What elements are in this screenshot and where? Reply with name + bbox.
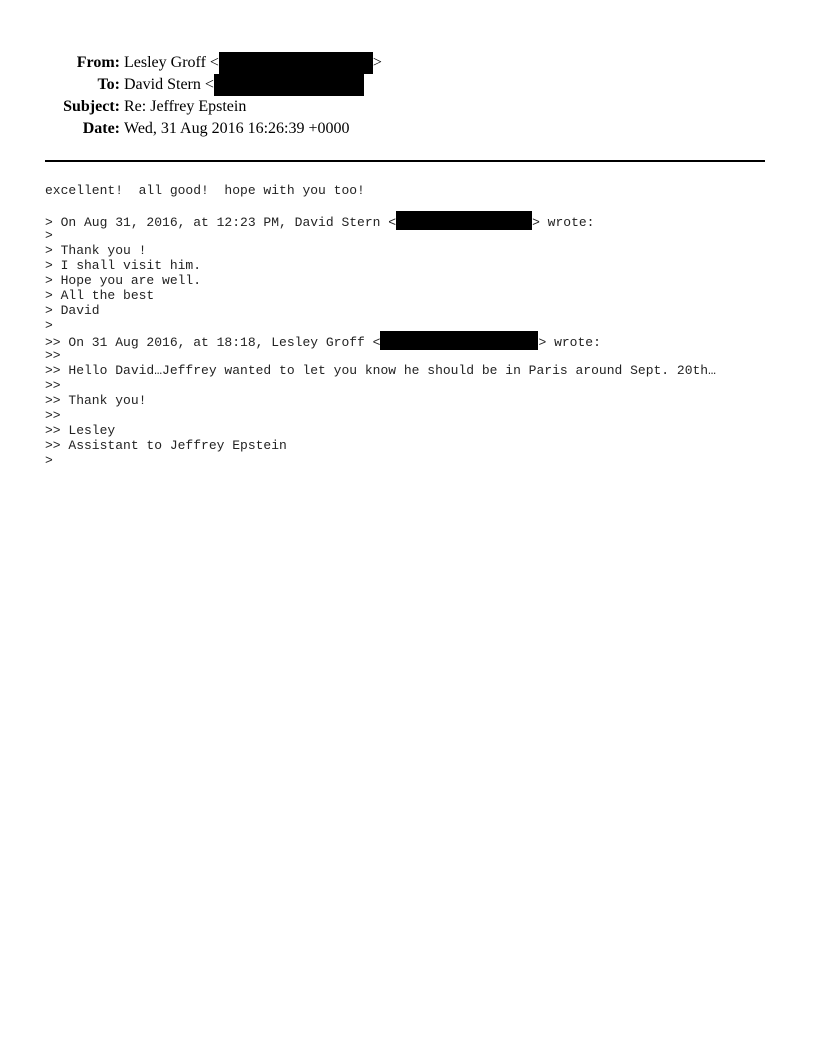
redaction-box xyxy=(396,211,532,230)
quoted-line: > xyxy=(45,453,53,468)
from-close: > xyxy=(372,54,382,71)
quoted-line: > I shall visit him. xyxy=(45,258,202,273)
email-header xyxy=(0,52,816,140)
attribution-text: >> On 31 Aug 2016, at 18:18, Lesley Groff < xyxy=(45,334,381,350)
subject-row xyxy=(0,96,816,118)
quoted-line: >> xyxy=(45,378,61,393)
subject-value: Re: Jeffrey Epstein xyxy=(124,98,247,115)
date-row xyxy=(0,118,816,140)
date-label: Date: xyxy=(82,120,120,137)
quoted-line: > xyxy=(45,228,53,243)
from-value xyxy=(124,52,382,74)
from-row xyxy=(0,52,816,74)
reply-text: excellent! all good! hope with you too! xyxy=(45,183,365,198)
from-name: Lesley Groff < xyxy=(124,54,219,71)
quoted-line: >> xyxy=(45,348,61,363)
attribution-text: > On Aug 31, 2016, at 12:23 PM, David Stern < xyxy=(45,214,397,230)
date-value: Wed, 31 Aug 2016 16:26:39 +0000 xyxy=(124,120,350,137)
quoted-line: > All the best xyxy=(45,288,155,303)
quoted-line: >> xyxy=(45,408,61,423)
quote-attribution xyxy=(45,213,775,228)
redaction-box xyxy=(214,74,364,96)
attribution-suffix: > wrote: xyxy=(538,334,601,350)
quoted-line: >> Lesley xyxy=(45,423,116,438)
redaction-box xyxy=(380,331,538,350)
quoted-line: > David xyxy=(45,303,100,318)
header-divider xyxy=(45,160,765,162)
quoted-line: >> Hello David…Jeffrey wanted to let you know he should be in Paris around Sept. 20th… xyxy=(45,363,716,378)
to-row xyxy=(0,74,816,96)
to-label: To: xyxy=(97,76,120,93)
quote-attribution xyxy=(45,333,775,348)
quoted-line: >> Assistant to Jeffrey Epstein xyxy=(45,438,287,453)
from-label: From: xyxy=(76,54,120,71)
quoted-line: > Hope you are well. xyxy=(45,273,202,288)
to-value xyxy=(124,74,364,96)
quoted-line: > Thank you ! xyxy=(45,243,147,258)
quoted-line: > xyxy=(45,318,53,333)
redaction-box xyxy=(219,52,373,74)
subject-label: Subject: xyxy=(63,98,120,115)
quoted-line: >> Thank you! xyxy=(45,393,147,408)
attribution-suffix: > wrote: xyxy=(532,214,595,230)
email-body xyxy=(45,183,775,468)
to-name: David Stern < xyxy=(124,76,214,93)
